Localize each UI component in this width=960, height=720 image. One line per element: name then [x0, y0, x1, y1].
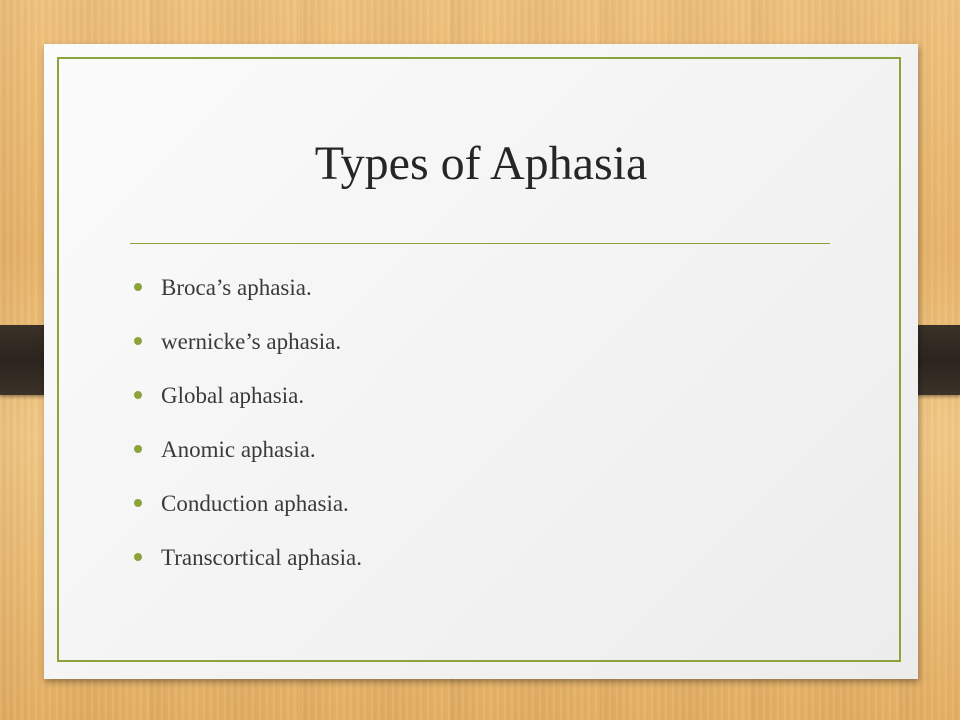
bullet-text: Global aphasia. [161, 383, 305, 408]
bullet-dot-icon [134, 445, 142, 453]
bullet-dot-icon [134, 337, 142, 345]
bullet-item [134, 326, 362, 380]
slide-card [44, 44, 918, 679]
bullet-text: Transcortical aphasia. [161, 545, 362, 570]
bullet-item [134, 380, 362, 434]
bullet-text: Conduction aphasia. [161, 491, 349, 516]
bullet-item [134, 488, 362, 542]
bullet-dot-icon [134, 553, 142, 561]
bullet-text: Broca’s aphasia. [161, 275, 312, 300]
bullet-item [134, 542, 362, 596]
bullet-text: Anomic aphasia. [161, 437, 316, 462]
bullet-item [134, 272, 362, 326]
bullet-dot-icon [134, 499, 142, 507]
bullet-item [134, 434, 362, 488]
bullet-list [134, 272, 362, 596]
title-divider [130, 243, 830, 244]
bullet-dot-icon [134, 283, 142, 291]
bullet-text: wernicke’s aphasia. [161, 329, 342, 354]
bullet-dot-icon [134, 391, 142, 399]
slide-title: Types of Aphasia [314, 137, 648, 190]
